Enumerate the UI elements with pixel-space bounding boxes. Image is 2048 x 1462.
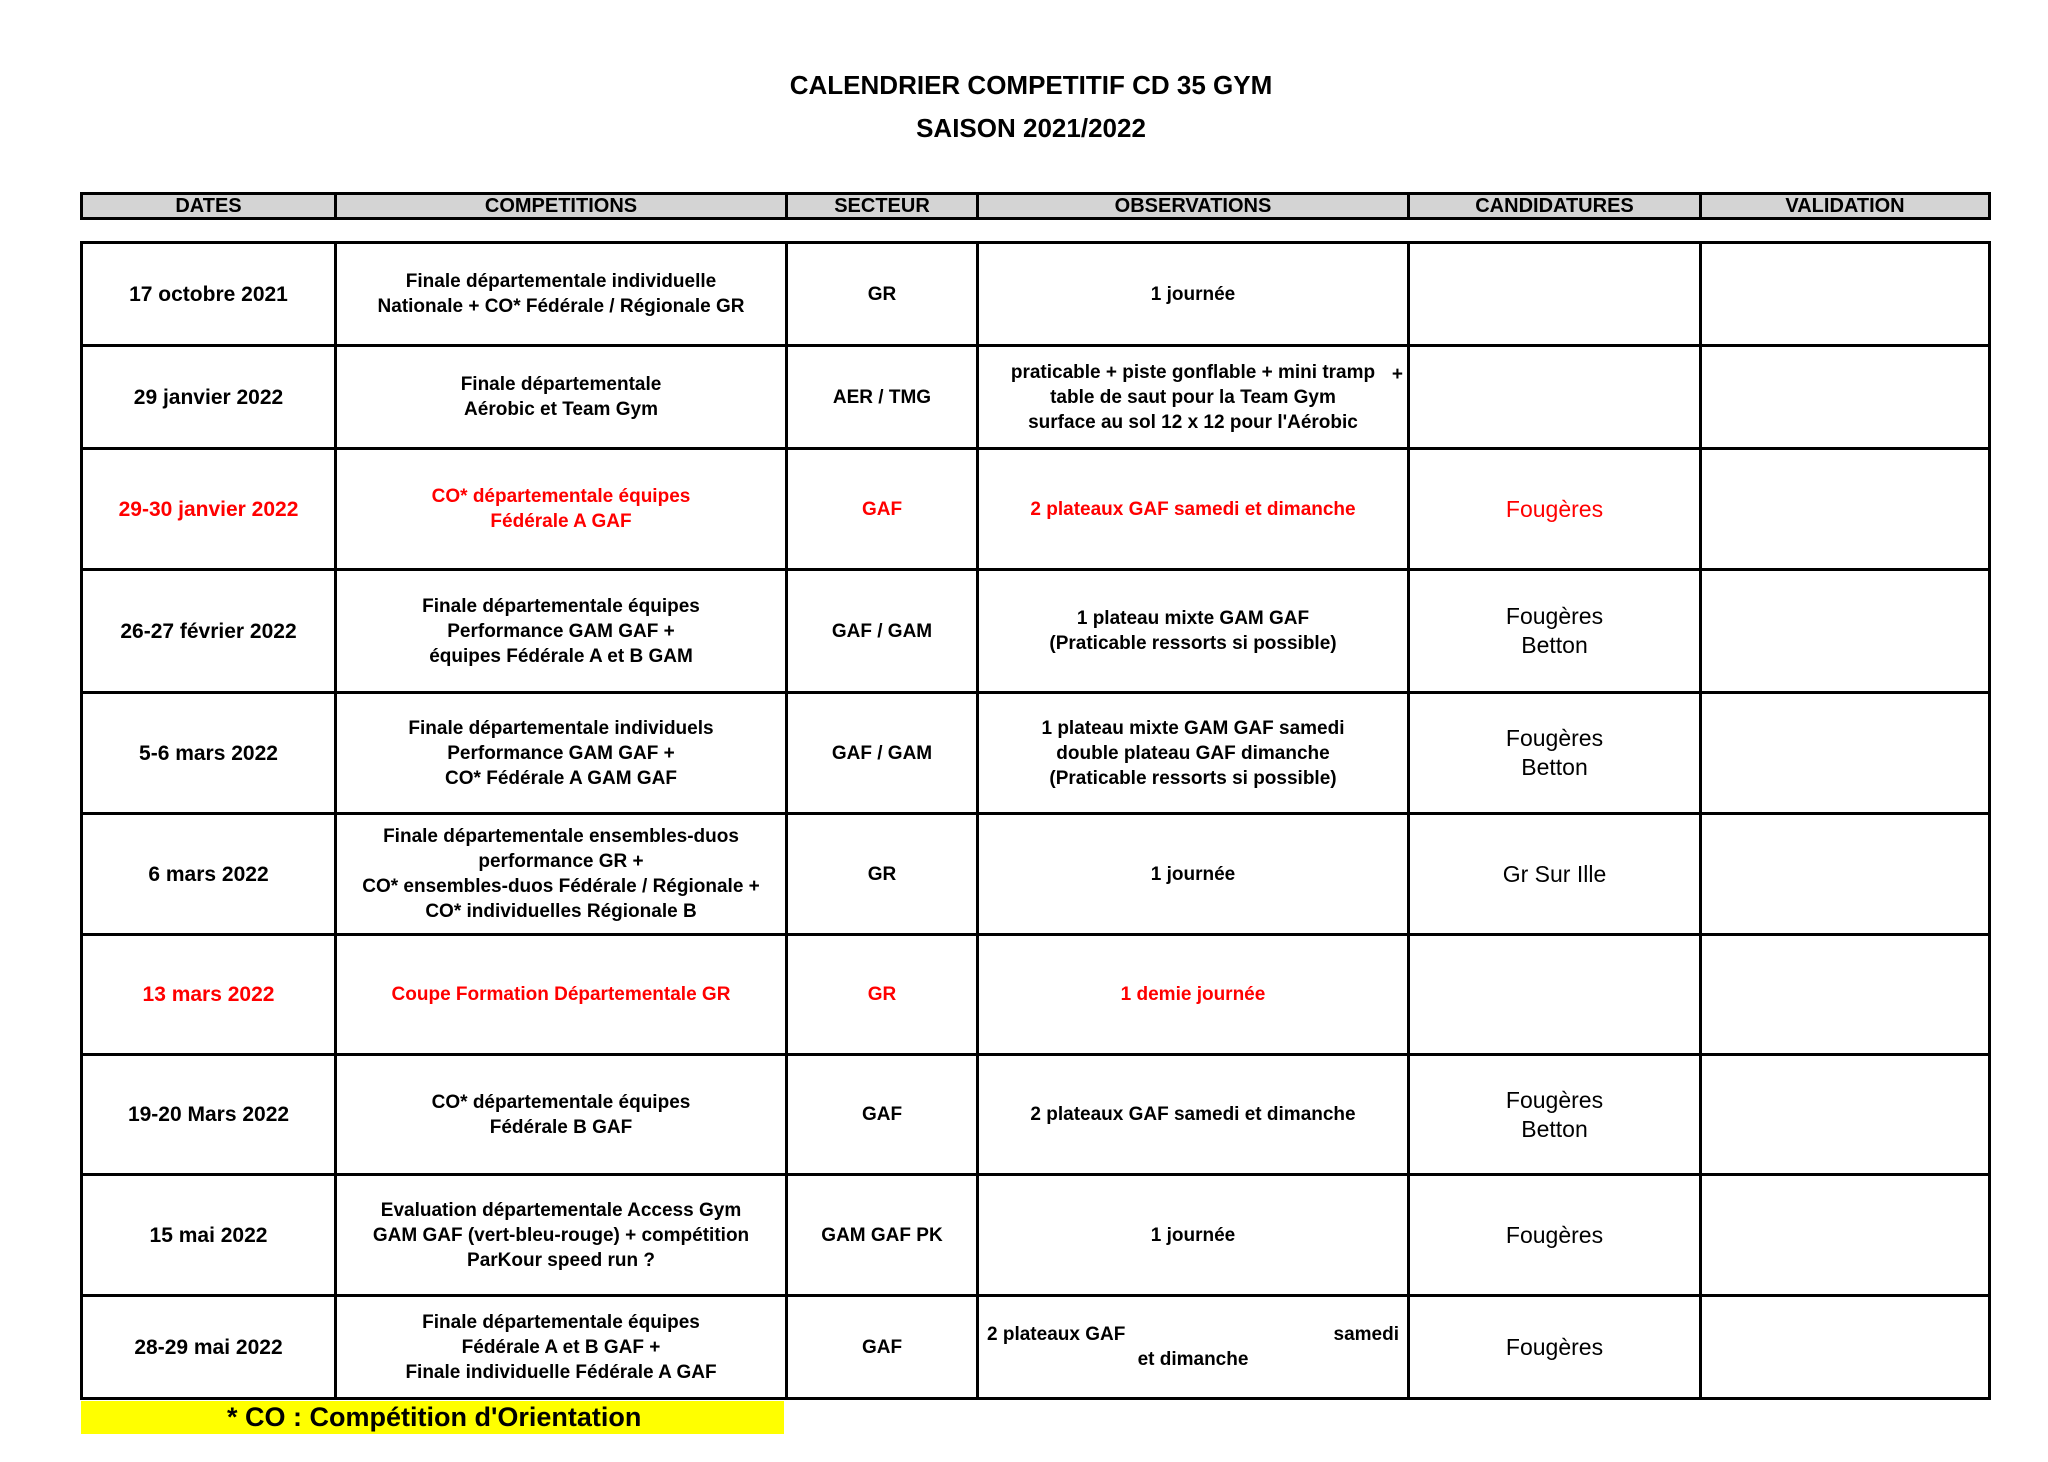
footnote <box>81 1401 784 1434</box>
date-cell: 6 mars 2022 <box>82 814 336 935</box>
competition-cell: Finale départementale individuels Performance GAM GAF + CO* Fédérale A GAM GAF <box>336 693 787 814</box>
candidatures-cell <box>1409 243 1701 346</box>
observations-cell: 2 plateaux GAF samedi et dimanche <box>978 1055 1409 1175</box>
secteur-cell: GAF / GAM <box>787 693 978 814</box>
column-header-candidatures: CANDIDATURES <box>1409 194 1701 219</box>
date-cell: 17 octobre 2021 <box>82 243 336 346</box>
competition-cell: Finale départementale équipes Fédérale A et B GAF + Finale individuelle Fédérale A GAF <box>336 1296 787 1399</box>
candidatures-cell <box>1409 346 1701 449</box>
observations-cell <box>978 346 1409 449</box>
secteur-cell: GAF <box>787 1055 978 1175</box>
secteur-cell: GR <box>787 243 978 346</box>
observations-cell: 1 journée <box>978 1175 1409 1296</box>
secteur-cell: GAM GAF PK <box>787 1175 978 1296</box>
validation-cell <box>1701 1175 1990 1296</box>
candidatures-cell: Fougères <box>1409 1296 1701 1399</box>
validation-cell <box>1701 570 1990 693</box>
column-header-observations: OBSERVATIONS <box>978 194 1409 219</box>
observations-right-text: samedi <box>1333 1324 1399 1345</box>
column-header-row <box>80 192 1991 220</box>
candidatures-cell <box>1409 935 1701 1055</box>
table-row <box>82 693 1990 814</box>
table-row <box>82 814 1990 935</box>
secteur-cell: GAF / GAM <box>787 570 978 693</box>
column-header-validation: VALIDATION <box>1701 194 1990 219</box>
date-cell: 19-20 Mars 2022 <box>82 1055 336 1175</box>
validation-cell <box>1701 1055 1990 1175</box>
competition-cell: CO* départementale équipes Fédérale A GAF <box>336 449 787 570</box>
observations-cell: 1 journée <box>978 814 1409 935</box>
validation-cell <box>1701 346 1990 449</box>
table-row <box>82 346 1990 449</box>
observations-text: praticable + piste gonflable + mini tramp table de saut pour la Team Gym surface au sol 12 x 12 pour l'Aérobic <box>1010 361 1376 433</box>
column-header-secteur: SECTEUR <box>787 194 978 219</box>
competition-cell: Finale départementale équipes Performance GAM GAF + équipes Fédérale A et B GAM <box>336 570 787 693</box>
table-row <box>82 570 1990 693</box>
table-row <box>82 1175 1990 1296</box>
table-row <box>82 449 1990 570</box>
date-cell: 28-29 mai 2022 <box>82 1296 336 1399</box>
competition-cell: Evaluation départementale Access Gym GAM GAF (vert-bleu-rouge) + compétition ParKour speed run ? <box>336 1175 787 1296</box>
candidatures-cell: Fougères Betton <box>1409 693 1701 814</box>
observations-plus: + <box>1391 364 1403 385</box>
competition-cell: Finale départementale individuelle Nationale + CO* Fédérale / Régionale GR <box>336 243 787 346</box>
page-title: CALENDRIER COMPETITIF CD 35 GYM <box>789 70 1273 100</box>
candidatures-cell: Gr Sur Ille <box>1409 814 1701 935</box>
page-subtitle: SAISON 2021/2022 <box>916 113 1146 143</box>
validation-cell <box>1701 243 1990 346</box>
date-cell: 15 mai 2022 <box>82 1175 336 1296</box>
competition-cell: CO* départementale équipes Fédérale B GAF <box>336 1055 787 1175</box>
validation-cell <box>1701 693 1990 814</box>
candidatures-cell: Fougères <box>1409 449 1701 570</box>
observations-line-1 <box>987 1322 1399 1347</box>
secteur-cell: AER / TMG <box>787 346 978 449</box>
secteur-cell: GAF <box>787 449 978 570</box>
column-header-dates: DATES <box>82 194 336 219</box>
competition-cell: Finale départementale Aérobic et Team Gym <box>336 346 787 449</box>
observations-cell: 1 demie journée <box>978 935 1409 1055</box>
observations-cell: 1 plateau mixte GAM GAF (Praticable ressorts si possible) <box>978 570 1409 693</box>
table-row <box>82 935 1990 1055</box>
date-cell: 29-30 janvier 2022 <box>82 449 336 570</box>
validation-cell <box>1701 935 1990 1055</box>
validation-cell <box>1701 449 1990 570</box>
secteur-cell: GR <box>787 814 978 935</box>
observations-line-2: et dimanche <box>1137 1349 1249 1370</box>
table-row <box>82 1296 1990 1399</box>
competition-cell: Finale départementale ensembles-duos performance GR + CO* ensembles-duos Fédérale / Régionale + CO* individuelles Régionale B <box>336 814 787 935</box>
candidatures-cell: Fougères Betton <box>1409 1055 1701 1175</box>
observations-cell: 1 plateau mixte GAM GAF samedi double plateau GAF dimanche (Praticable ressorts si possible) <box>978 693 1409 814</box>
observations-cell <box>978 1296 1409 1399</box>
table-row <box>82 1055 1990 1175</box>
column-header-competitions: COMPETITIONS <box>336 194 787 219</box>
date-cell: 13 mars 2022 <box>82 935 336 1055</box>
validation-cell <box>1701 1296 1990 1399</box>
date-cell: 5-6 mars 2022 <box>82 693 336 814</box>
observations-cell: 1 journée <box>978 243 1409 346</box>
date-cell: 29 janvier 2022 <box>82 346 336 449</box>
validation-cell <box>1701 814 1990 935</box>
secteur-cell: GAF <box>787 1296 978 1399</box>
secteur-cell: GR <box>787 935 978 1055</box>
date-cell: 26-27 février 2022 <box>82 570 336 693</box>
calendar-table <box>80 241 1991 1400</box>
candidatures-cell: Fougères <box>1409 1175 1701 1296</box>
footnote-text: * CO : Compétition d'Orientation <box>227 1402 642 1432</box>
observations-cell: 2 plateaux GAF samedi et dimanche <box>978 449 1409 570</box>
table-row <box>82 243 1990 346</box>
observations-left-text: 2 plateaux GAF <box>987 1324 1126 1345</box>
candidatures-cell: Fougères Betton <box>1409 570 1701 693</box>
competition-cell: Coupe Formation Départementale GR <box>336 935 787 1055</box>
